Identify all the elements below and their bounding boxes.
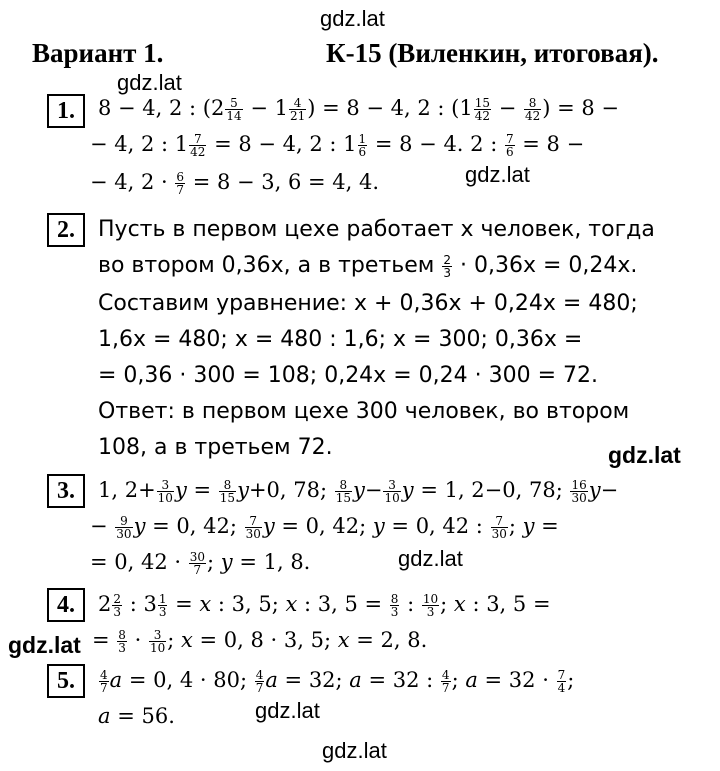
watermark: gdz.lat bbox=[117, 70, 182, 95]
task2-line3: Составим уравнение: x + 0,36x + 0,24x = 480; bbox=[98, 291, 638, 316]
task2-line6: Ответ: в первом цехе 300 человек, во втором bbox=[98, 399, 630, 424]
task-number-1: 1. bbox=[47, 94, 85, 128]
task2-line4: 1,6x = 480; x = 480 : 1,6; x = 300; 0,36x = bbox=[98, 327, 583, 352]
task3-line3: = 0, 42 · $\frac{30}{7}$ ; y = 1, 8. bbox=[90, 550, 311, 577]
task-number-4: 4. bbox=[47, 588, 85, 622]
task2-line2b-text: · 0,36x = 0,24x. bbox=[459, 253, 638, 278]
task2-line1: Пусть в первом цехе работает x человек, тогда bbox=[98, 217, 655, 242]
page-title: К-15 (Виленкин, итоговая). bbox=[326, 38, 659, 68]
task1-line3: − 4, 2 · $\frac{6}{7}$ = 8 − 3, 6 = 4, 4. bbox=[90, 170, 380, 197]
task-number-2: 2. bbox=[47, 213, 85, 247]
task2-line2-text: во втором 0,36x, а в третьем bbox=[98, 253, 435, 278]
task5-line2: a = 56. bbox=[98, 704, 175, 728]
task3-line2: − $\frac{9}{30}$ y = 0, 42; $\frac{7}{30}$ y = 0, 42; y = 0, 42 : $\frac{7}{30}$ ; y = bbox=[90, 514, 559, 541]
watermark: gdz.lat bbox=[398, 546, 463, 571]
task2-line2: во втором 0,36x, а в третьем $\frac{2}{3}$ · 0,36x = 0,24x. bbox=[98, 252, 638, 280]
watermark: gdz.lat bbox=[608, 442, 681, 468]
task2-line5: = 0,36 · 300 = 108; 0,24x = 0,24 · 300 = 72. bbox=[98, 363, 598, 388]
task4-line1: 2 $\frac{2}{3}$ : 3 $\frac{1}{3}$ = x : 3, 5; x : 3, 5 = $\frac{8}{3}$ : $\frac{10}{3}$ ; x : 3, 5 = bbox=[98, 592, 551, 619]
task3-line1: 1, 2+ $\frac{3}{10}$ y = $\frac{8}{15}$ y+0, 78; $\frac{8}{15}$ y− $\frac{3}{10}$ y = 1, 2−0, 78; $\frac{16}{30}$ y− bbox=[98, 478, 619, 505]
watermark: gdz.lat bbox=[255, 698, 320, 723]
watermark: gdz.lat bbox=[320, 6, 385, 31]
task5-line1: $\frac{4}{7}$ a = 0, 4 · 80; $\frac{4}{7}$ a = 32; a = 32 : $\frac{4}{7}$ ; a = 32 · $\frac{7}{4}$ ; bbox=[100, 668, 575, 695]
watermark: gdz.lat bbox=[322, 738, 387, 763]
watermark: gdz.lat bbox=[8, 632, 81, 658]
task1-line2: − 4, 2 : 1 $\frac{7}{42}$ = 8 − 4, 2 : 1 $\frac{1}{6}$ = 8 − 4. 2 : $\frac{7}{6}$ = 8 − bbox=[90, 132, 585, 159]
task-number-5: 5. bbox=[47, 664, 85, 698]
task4-line2: = $\frac{8}{3}$ · $\frac{3}{10}$ ; x = 0, 8 · 3, 5; x = 2, 8. bbox=[92, 628, 428, 655]
task-number-3: 3. bbox=[47, 474, 85, 508]
task2-line7: 108, а в третьем 72. bbox=[98, 435, 333, 460]
watermark: gdz.lat bbox=[465, 162, 530, 187]
variant-label: Вариант 1. bbox=[32, 38, 164, 68]
task1-line1: 8 − 4, 2 : (2 $\frac{5}{14}$ − 1 $\frac{4}{21}$ ) = 8 − 4, 2 : (1 $\frac{15}{42}$ − $\frac{8}{42}$ ) = 8 − bbox=[98, 96, 620, 123]
